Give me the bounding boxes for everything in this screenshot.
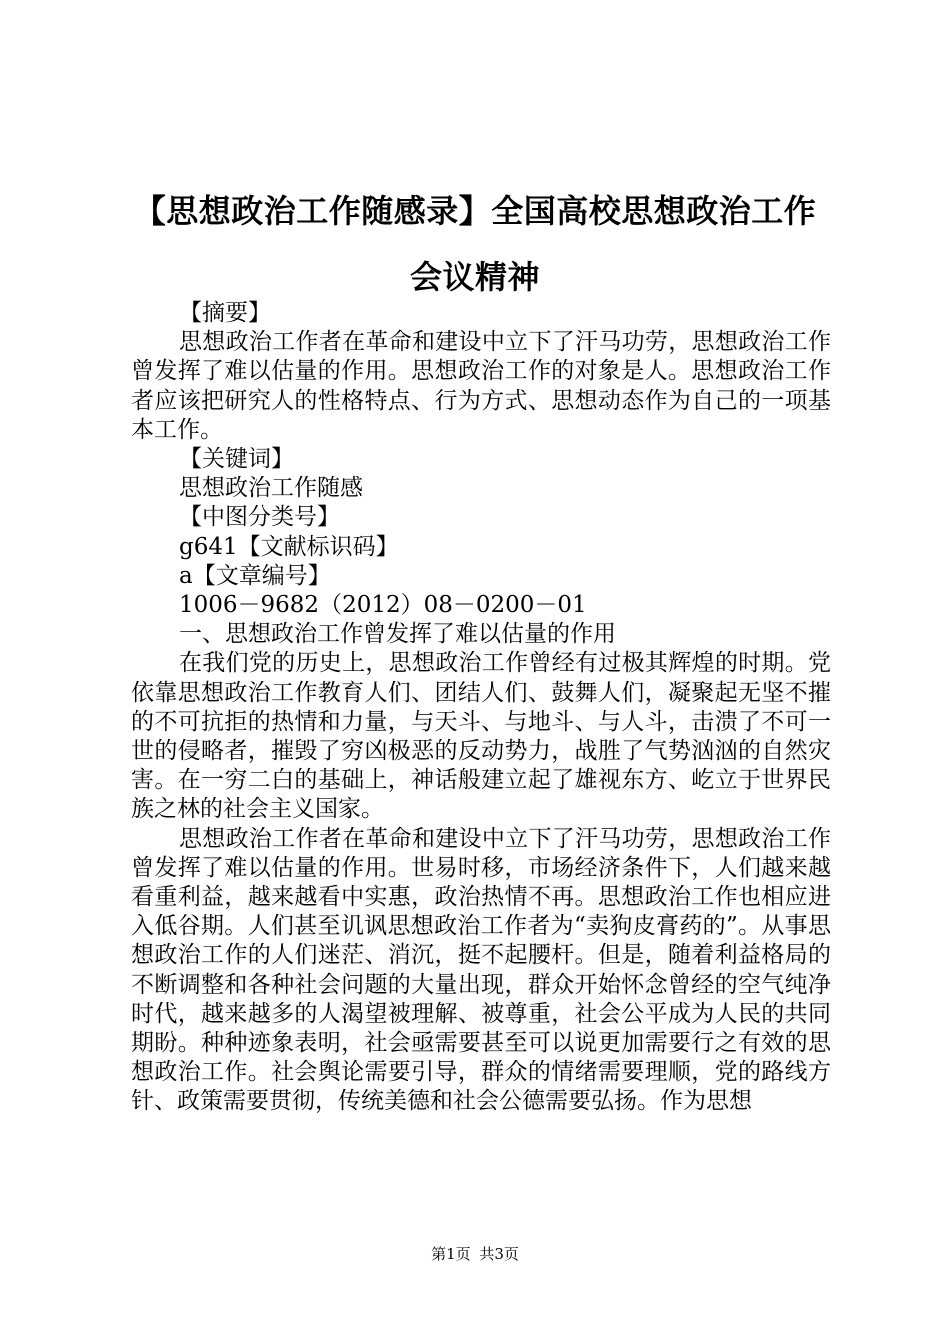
body-paragraph: 思想政治工作者在革命和建设中立下了汗马功劳，思想政治工作曾发挥了难以估量的作用。世易时移，市场经济条件下，人们越来越看重利益，越来越看中实惠，政治热情不再。思想政治工作也相应进入低谷期。人们甚至讥讽思想政治工作者为“卖狗皮膏药的”。从事思想政治工作的人们迷茫、消沉，挺不起腰杆。但是，随着利益格局的不断调整和各种社会问题的大量出现，群众开始怀念曾经的空气纯净时代，越来越多的人渴望被理解、被尊重，社会公平成为人民的共同期盼。种种迹象表明，社会亟需要甚至可以说更加需要行之有效的思想政治工作。社会舆论需要引导，群众的情绪需要理顺，党的路线方针、政策需要贯彻，传统美德和社会公德需要弘扬。作为思想 bbox=[131, 825, 831, 1115]
body-paragraph: 在我们党的历史上，思想政治工作曾经有过极其辉煌的时期。党依靠思想政治工作教育人们、团结人们、鼓舞人们，凝聚起无坚不摧的不可抗拒的热情和力量，与天斗、与地斗、与人斗，击溃了不可一世的侵略者，摧毁了穷凶极恶的反动势力，战胜了气势汹汹的自然灾害。在一穷二白的基础上，神话般建立起了雄视东方、屹立于世界民族之林的社会主义国家。 bbox=[131, 650, 831, 823]
abstract-paragraph: 思想政治工作者在革命和建设中立下了汗马功劳，思想政治工作曾发挥了难以估量的作用。思想政治工作的对象是人。思想政治工作者应该把研究人的性格特点、行为方式、思想动态作为自己的一项基本工作。 bbox=[131, 329, 831, 443]
document-body bbox=[131, 299, 831, 1117]
article-number-line: 1006－9682（2012）08－0200－01 bbox=[179, 592, 587, 619]
section-heading: 一、思想政治工作曾发挥了难以估量的作用 bbox=[179, 621, 616, 648]
classification-heading: 【中图分类号】 bbox=[179, 504, 340, 531]
keywords-heading: 【关键词】 bbox=[179, 446, 294, 473]
page-footer bbox=[0, 1244, 950, 1264]
page-number: 第1页 bbox=[431, 1245, 471, 1263]
document-code-line: a【文章编号】 bbox=[179, 562, 331, 589]
abstract-heading: 【摘要】 bbox=[179, 300, 271, 326]
document-title: 【思想政治工作随感录】全国高校思想政治工作会议精神 bbox=[133, 192, 817, 296]
page-total: 共3页 bbox=[479, 1245, 519, 1263]
classification-value: g641【文献标识码】 bbox=[179, 533, 399, 560]
keywords-value: 思想政治工作随感 bbox=[179, 475, 363, 502]
